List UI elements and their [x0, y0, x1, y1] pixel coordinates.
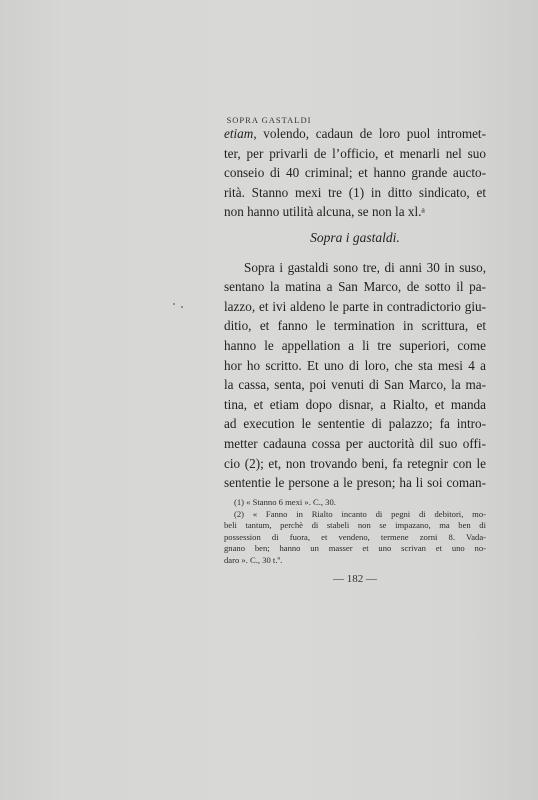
footnote-line: (2) « Fanno in Rialto incanto di pegni di debitori, mo- [234, 508, 486, 519]
main-text [224, 124, 486, 493]
footnote-line: (1) « Stanno 6 mexi ». C., 30. [234, 497, 336, 507]
text-line: metter cadauna cossa per auctorità dil suo offi- [224, 435, 486, 451]
text-line: lazzo, et ivi aldeno le parte in contradictorio giu- [224, 298, 486, 314]
running-head: SOPRA GASTALDI [226, 115, 312, 125]
text-line: tina, et etiam dopo disnar, a Rialto, et manda [224, 396, 486, 412]
footnote-line: daro ». C., 30 t.º. [224, 554, 283, 565]
footnote-line: beli tantum, perchè di stabeli non se impazano, ma ben di [224, 520, 486, 531]
text-line: Sopra i gastaldi sono tre, di anni 30 in suso, [244, 259, 486, 275]
text-line: etiam, volendo, cadaun de loro puol intromet- [224, 126, 486, 141]
paper-speck [181, 306, 183, 308]
paper-speck [173, 303, 175, 305]
text-line: hor ho scritto. Et uno di loro, che sta mesi 4 a [224, 357, 486, 373]
section-heading: Sopra i gastaldi. [310, 229, 400, 245]
paragraph-1 [224, 124, 486, 222]
text-line: ter, per privarli de l’officio, et menarli nel suo [224, 145, 486, 161]
text-line: la cassa, senta, poi venuti di San Marco, la ma- [224, 377, 486, 393]
footnote-line: possession di fuora, et vendeno, termene zorni 8. Vada- [224, 531, 486, 542]
text-line: rità. Stanno mexi tre (1) in ditto sindicato, et [224, 184, 486, 200]
text-line-rest: , volendo, cadaun de loro puol intromet- [253, 126, 486, 141]
paragraph-2 [224, 258, 486, 493]
text-line: ditio, et fanno le termination in scrittura, et [224, 318, 486, 334]
text-line: sententie le persone a le preson; ha li soi coman- [224, 475, 486, 491]
text-line: hanno le appellation a li tre superiori, come [224, 337, 486, 353]
page-number: — 182 — [333, 573, 377, 585]
text-line: conseio di 40 criminal; et hanno grande aucto- [224, 165, 486, 181]
footnote-line: gnano ben; hanno un masser et uno scrivan et uno no- [224, 543, 486, 554]
text-line: sentano la matina a San Marco, de sotto il pa- [224, 279, 486, 295]
text-line: cio (2); et, non trovando beni, fa retegnir con le [224, 455, 486, 471]
footnotes [224, 497, 486, 567]
text-line: ad execution le sententie di palazzo; fa intro- [224, 416, 486, 432]
text-line: non hanno utilità alcuna, se non la xl.ᵃ [224, 204, 426, 220]
